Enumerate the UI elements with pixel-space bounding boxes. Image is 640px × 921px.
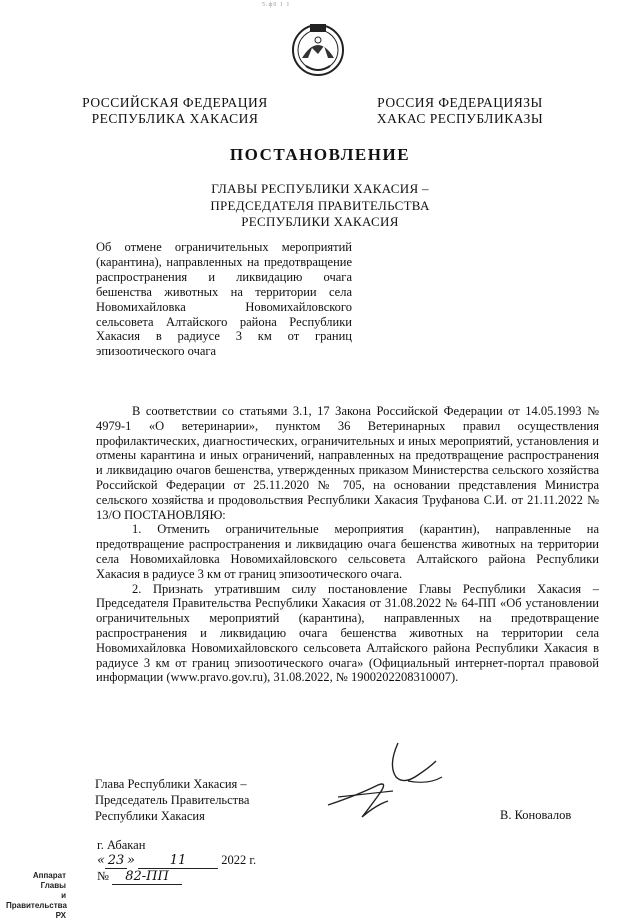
body-item-1: 1. Отменить ограничительные мероприятия (карантин), направленные на предотвращение распространения и ликвидацию очага бешенства животных на территории села Новомихайловка Новомихайловского сельсовета Алтайского района Республики Хакасия в радиусе 3 км от границ эпизоотического очага. — [96, 522, 599, 581]
signatory-line-1: Глава Республики Хакасия – — [95, 777, 247, 791]
number-value: 82-ПП — [112, 869, 182, 885]
document-title: ПОСТАНОВЛЕНИЕ — [229, 145, 411, 164]
subtitle-line-2: ПРЕДСЕДАТЕЛЯ ПРАВИТЕЛЬСТВА — [210, 197, 430, 213]
header-left-line1: РОССИЙСКАЯ ФЕДЕРАЦИЯ — [82, 95, 268, 110]
header-left — [80, 95, 270, 127]
header-right — [370, 95, 550, 127]
date-month: 11 — [138, 853, 218, 869]
resolution-subject: Об отмене ограничительных мероприятий (карантина), направленных на предотвращение распространения и ликвидацию очага бешенства животных на территории села Новомихайловка Новомихайловского сельсовета Алтайского района Республики Хакасия в радиусе 3 км от границ эпизоотического очага — [96, 240, 352, 359]
signatory-line-2: Председатель Правительства — [95, 793, 250, 807]
top-mark: 5.ф0 1 1 — [262, 2, 291, 8]
stamp-line-1: Аппарат Главы — [32, 871, 66, 890]
date-year: 2022 г. — [221, 853, 257, 867]
handwritten-signature — [318, 735, 448, 830]
stamp-line-2: и Правительства РХ — [6, 891, 67, 920]
header-right-line1: РОССИЯ ФЕДЕРАЦИЯЗЫ — [377, 95, 543, 110]
signatory-title — [95, 776, 295, 824]
header-right-line2: ХАКАС РЕСПУБЛИКАЗЫ — [376, 111, 544, 126]
coat-of-arms-icon — [288, 18, 348, 78]
body-item-2: 2. Признать утратившим силу постановление Главы Республики Хакасия – Председателя Правительства Республики Хакасия от 31.08.2022 № 64-ПП «Об установлении ограничительных мероприятий (карантина), направленных на предотвращение распространения и ликвидацию очага бешенства животных на территории села Новомихайловка Новомихайловского сельсовета Алтайского района Республики Хакасия в радиусе 3 км от границ эпизоотического очага» (Официальный интернет-портал правовой информации (www.pravo.gov.ru), 31.08.2022, № 1900202208310007). — [96, 581, 599, 685]
date-row — [97, 853, 297, 869]
signatory-line-3: Республики Хакасия — [95, 809, 205, 823]
subtitle-line-3: РЕСПУБЛИКИ ХАКАСИЯ — [241, 214, 399, 229]
document-subtitle — [150, 181, 490, 231]
date-quote-open: « — [97, 853, 105, 868]
date-day: 23 — [105, 853, 127, 869]
header-left-line2: РЕСПУБЛИКА ХАКАСИЯ — [91, 111, 259, 126]
number-label: № — [97, 869, 109, 883]
signatory-name: В. Коновалов — [500, 808, 572, 822]
resolution-body — [96, 404, 599, 685]
number-row — [97, 869, 182, 885]
date-quote-close: » — [126, 853, 135, 868]
city: г. Абакан — [97, 838, 146, 852]
registry-stamp — [6, 871, 66, 921]
body-intro: В соответствии со статьями 3.1, 17 Закона Российской Федерации от 14.05.1993 № 4979-1 «О ветеринарии», пунктом 36 Ветеринарных правил осуществления профилактических, диагностических, ограничительных и иных мероприятий, установления и отмены карантина и иных ограничений, направленных на предотвращение распространения и ликвидацию очагов бешенства, утвержденных приказом Министерства сельского хозяйства Российской Федерации от 25.11.2020 № 705, на основании представления Министра сельского хозяйства и продовольствия Республики Хакасия Труфанова С.И. от 21.11.2022 № 13/О ПОСТАНОВЛЯЮ: — [96, 404, 599, 522]
subtitle-line-1: ГЛАВЫ РЕСПУБЛИКИ ХАКАСИЯ – — [211, 181, 429, 196]
